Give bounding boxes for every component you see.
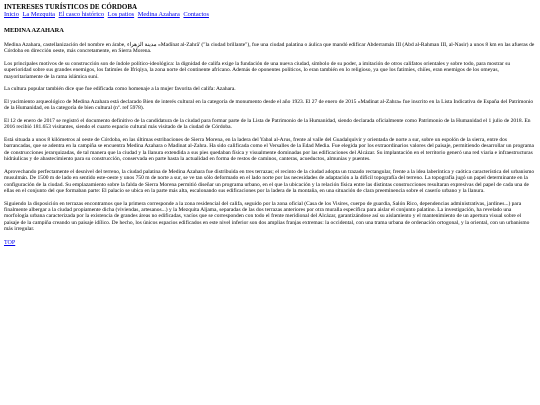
main-nav xyxy=(4,11,536,19)
nav-link-inicio[interactable]: Inicio xyxy=(4,11,19,18)
section-title: MEDINA AZAHARA xyxy=(4,27,64,34)
paragraph-layout: Siguiendo la disposición en terrazas encontramos que la primera corresponde a la zona residencial del califa, seguido por la zona oficial (Casa de los Visires, cuerpo de guardia, Salón Rico, dependencias administrativas, jardines...) para finalmente albergar a la ciudad propiamente dicha (viviendas, artesanos...) y la Mezquita Aljama, separadas de las dos terrazas anteriores por otra muralla específica para aislar el conjunto palatino. La investigación, ha revelado una morfología urbana caracterizada por la existencia de grandes áreas no edificadas, vacíos que se corresponden con todo el frente meridional del Alcázar, garantizándose así su aislamiento y el mantenimiento de un apertura visual sobre el paisaje de la campiña creando un paisaje idílico. De hecho, los únicos espacios edificados en este nivel inferior son dos amplias franjas extremas: la occidental, con una trama urbana de ordenación ortogonal, y la oriental, con un urbanismo más irregular. xyxy=(4,200,530,233)
nav-link-medina-azahara[interactable]: Medina Azahara xyxy=(137,11,180,18)
nav-link-casco-historico[interactable]: El casco histórico xyxy=(58,11,105,18)
paragraph-intro: Medina Azahara, castellanización del nombre en árabe, مدينة الزهراء «Madīnat al-Zahrā' ("la ciudad brillante"), fue una ciudad palatina o áulica que mandó edificar Abderramán III (Abd al-Rahman III, al-Nasir) a unos 8 km en las afueras de Córdoba en dirección oeste, más concretamente, en Sierra Morena. xyxy=(4,42,535,55)
site-title: INTERESES TURÍSTICOS DE CÓRDOBA xyxy=(4,3,138,11)
paragraph-motives: Los principales motivos de su construcción son de índole político-ideológica: la dignidad de califa exige la fundación de una nueva ciudad, símbolo de su poder, a imitación de otros califatos orientales y sobre todo, para mostrar su superioridad sobre sus grandes enemigos, los fatimíes de Ifriqiya, la zona norte del continente africano. Además de oponentes políticos, lo eran también en lo religioso, ya que los fatimíes, chiíes, eran enemigos de los omeyas, mayoritariamente de la rama islámica suní. xyxy=(4,61,511,80)
paragraph-heritage-status: El yacimiento arqueológico de Medina Azahara está declarado Bien de interés cultural en la categoría de monumento desde el año 1923. El 27 de enero de 2015 «Madinat al-Zahra» fue inscrito en la Lista Indicativa de España del Patrimonio de la Humanidad, en la categoría de bien cultural (nº. ref 5978). xyxy=(4,99,534,112)
paragraph-location: Está situada a unos 8 kilómetros al oeste de Córdoba, en las últimas estribaciones de Sierra Morena, en la ladera del Yabal al-Arus, frente al valle del Guadalquivir y orientada de norte a sur, sobre un espolón de la sierra, entre dos barrancadas, que se adentra en la campiña se encuentra Medina Azahara o Madinat al-Zahra. Ha sido calificada como el Versalles de la Edad Media. Fue elegida por los extraordinarios valores del paisaje, permitiendo desarrollar un programa de construcciones jerarquizadas, de tal manera que la ciudad y la llanura extendida a sus pies quedaban física y visualmente dominadas por las edificaciones del Alcázar. Su implantación en el territorio generó una red viaria e infraestructuras hidráulicas y de abastecimiento para su construcción, conservada en parte hasta la actualidad en forma de restos de caminos, canteras, acueductos, almunias y puentes. xyxy=(4,137,534,163)
paragraph-world-heritage: El 12 de enero de 2017 se registró el documento definitivo de la candidatura de la ciudad para formar parte de la Lista de Patrimonio de la Humanidad, siendo declarada oficialmente como Patrimonio de la Humanidad el 1 julio de 2018. En 2016 recibió 181.653 visitantes, siendo el cuarto espacio cultural más visitado de la ciudad de Córdoba. xyxy=(4,118,531,131)
footer xyxy=(4,239,536,247)
top-link[interactable]: TOP xyxy=(4,239,16,246)
paragraph-popular-culture: La cultura popular también dice que fue edificada como homenaje a la mujer favorita del califa: Azahara. xyxy=(4,86,236,93)
paragraph-terraces: Aprovechando perfectamente el desnivel del terreno, la ciudad palatina de Medina Azahara fue distribuida en tres terrazas; el recinto de la ciudad adopta un trazado rectangular, frente a la idea laberíntica y caótica característica del urbanismo musulmán. De 1500 m de lado en sentido este-oeste y unos 750 m de norte a sur, se ve tan sólo deformado en el lado norte por las necesidades de adaptación a la difícil topografía del terreno. La topografía jugó un papel determinante en la configuración de la ciudad. Su emplazamiento sobre la falda de Sierra Morena permitió diseñar un programa urbano, en el que la ubicación y la relación física entre las distintas construcciones resultaran expresivas del papel de cada una de ellas en el conjunto del que formaban parte: El palacio se ubica en la parte más alta, escalonando sus edificaciones por la ladera de la montaña, en una situación de clara preeminencia sobre el caserío urbano y la llanura. xyxy=(4,168,535,195)
nav-link-los-patios[interactable]: Los patios xyxy=(107,11,135,18)
nav-link-la-mezquita[interactable]: La Mezquita xyxy=(22,11,56,18)
nav-link-contactos[interactable]: Contactos xyxy=(183,11,209,18)
